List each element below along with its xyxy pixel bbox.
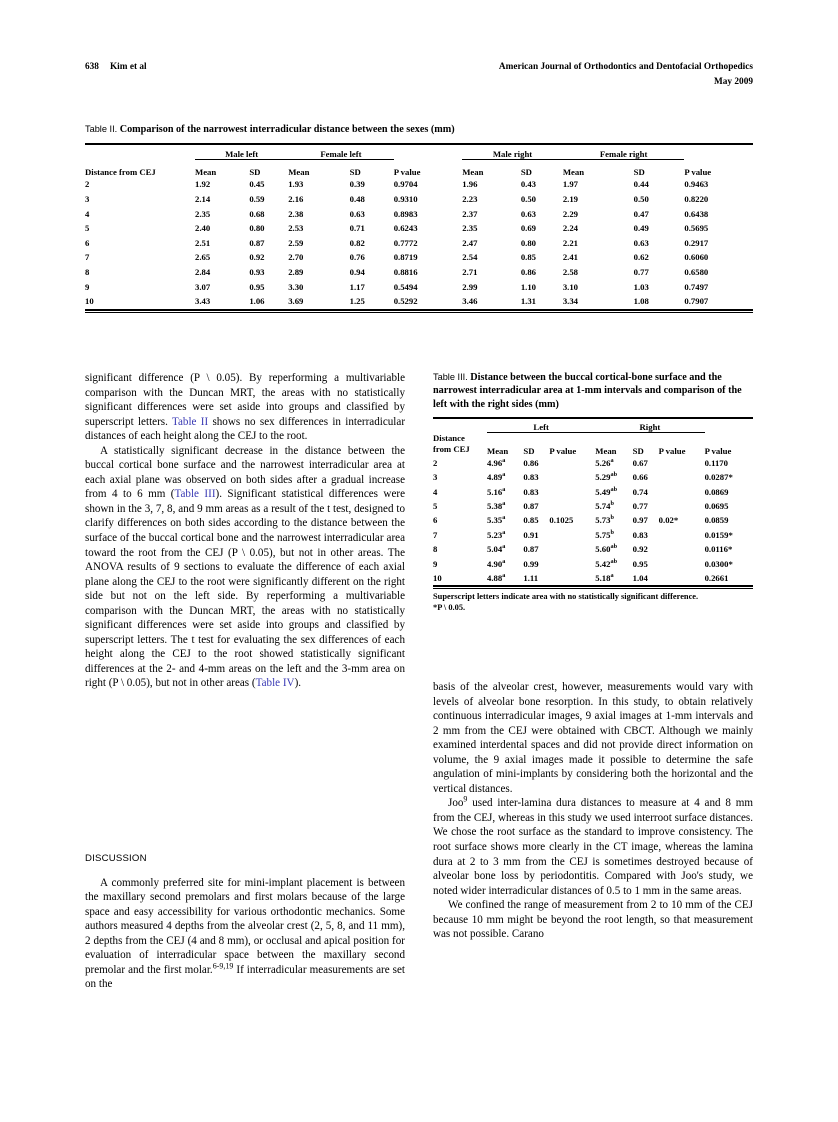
column-header-distance <box>433 433 487 456</box>
column-header-right-pvalue: P value <box>658 445 686 456</box>
column-header-male-left-mean: Mean <box>195 167 217 178</box>
superscript-group-letter: a <box>502 514 506 522</box>
column-header-female-right-sd: SD <box>633 167 645 178</box>
cell-right-mean: 5.26$^a$ <box>595 456 614 468</box>
cell-left-sd: 0.85 <box>523 515 539 526</box>
spacer-cell <box>85 144 195 160</box>
cell-value: 2.89 <box>288 266 304 277</box>
column-header-right-sd: SD <box>632 445 644 456</box>
para-text-mid: ). Significant statistical differences were shown in the 3, 7, 8, and 9 mm areas as a result of the t test, designed to clarify differences on both sides according to the distance between the surface of the buccal cortical bone and the narrowest interradicular area toward the root from the CEJ (P \ 0.05), but not in other areas. The ANOVA results of 9 sections to evaluate the difference of each axial plane along the CEJ to the root were significantly different on the right side but not on the left side. By reperforming a multivariable comparison with the Duncan MRT, the areas with no statistically significant differences were set aside into groups and classified by superscript letters. The t test for evaluating the sex differences of each height along the CEJ to the root showed statistically significant differences at the 2- and 4-mm areas on the left and the 3-mm area on right (P \ 0.05), but not in other areas ( <box>85 488 405 690</box>
cell-left-sd: 0.83 <box>523 472 539 483</box>
cell-distance: 3 <box>85 194 90 204</box>
left-column-lower <box>85 852 405 992</box>
cell-value: 0.92 <box>249 252 265 263</box>
table-2-head <box>85 144 753 177</box>
cell-overall-pvalue: 0.0300* <box>704 558 733 569</box>
cell-right-pvalue <box>659 528 705 542</box>
cell-right-mean: 5.49$^{ab}$ <box>595 485 618 497</box>
cell-value: 2.54 <box>462 252 478 263</box>
table-2-cross-reference[interactable]: Table II <box>171 415 209 428</box>
page-folio: 638 <box>85 62 99 72</box>
table-row <box>85 177 753 192</box>
footnote-superscript-note: Superscript letters indicate area with no statistically significant difference. <box>433 592 699 602</box>
column-header-female-right-mean: Mean <box>562 167 585 178</box>
cell-distance: 4 <box>85 208 90 219</box>
cell-value: 0.93 <box>249 266 265 277</box>
cell-left-sd: 0.99 <box>523 558 539 569</box>
superscript-group-letter: a <box>502 528 506 536</box>
cell-value: 0.87 <box>249 237 265 248</box>
para-text-tail: used inter-lamina dura distances to measure at 4 and 8 mm from the CEJ, whereas in this study we used interroot surface distances. We chose the root surface as the standard to improve consistency. The root surface shows more clearly in the CT image, whereas the lamina dura at 2 to 3 mm from the CEJ is sometimes destroyed because of alveolar bone loss by periodontitis. Compared with Joo's study, we noted wider interradicular distances of 0.5 to 1 mm in the same areas. <box>433 797 753 897</box>
table-3-title: Distance between the buccal cortical-bone surface and the narrowest interradicular area at 1-mm intervals and comparison of the left with the right sides (mm) <box>433 372 742 410</box>
cell-right-mean: 5.18$^a$ <box>595 572 614 583</box>
cell-right-pvalue <box>659 485 705 499</box>
cell-value: 2.40 <box>195 223 211 234</box>
cell-value: 2.99 <box>462 281 478 292</box>
paragraph-right-2 <box>433 796 753 898</box>
cell-value: 0.6580 <box>684 266 709 277</box>
cell-distance: 6 <box>85 237 90 248</box>
cell-left-sd: 0.87 <box>523 544 539 555</box>
cell-overall-pvalue: 0.1170 <box>704 457 728 468</box>
cell-value: 2.71 <box>462 266 478 277</box>
table-row <box>433 513 753 527</box>
cell-right-sd: 0.67 <box>632 457 648 468</box>
cell-value: 2.70 <box>288 252 304 263</box>
cell-right-pvalue <box>659 542 705 556</box>
cell-value: 0.39 <box>349 179 365 190</box>
column-header-distance-line2: from CEJ <box>433 444 470 455</box>
spacer-cell-pvalue-left <box>394 144 463 160</box>
issue-date: May 2009 <box>714 77 753 87</box>
cell-value: 0.5494 <box>393 281 418 292</box>
cell-value: 0.8220 <box>684 194 709 204</box>
cell-overall-pvalue: 0.0859 <box>704 515 729 526</box>
superscript-group-letter: ab <box>610 543 618 551</box>
para-text: A commonly preferred site for mini-implant placement is between the maxillary second premolars and first molars because of the large space and easy accessibility for various orthodontic mechanics. Some authors measured 4 depths from the alveolar crest (2, 5, 8, and 11 mm), 2 depths from the CEJ (4 and 8 mm), or occlusal and apical position for evaluation of interradicular space between the maxillary second premolar and the first molar. <box>85 876 405 976</box>
cell-value: 0.5695 <box>684 223 709 234</box>
superscript-group-letter: a <box>610 572 614 580</box>
column-header-female-left-mean: Mean <box>288 167 310 178</box>
group-header-female-left: Female left <box>288 144 394 160</box>
cell-left-pvalue <box>549 571 595 586</box>
cell-value: 0.86 <box>520 266 537 277</box>
table-2-column-header-row <box>85 160 753 178</box>
running-head-left <box>85 60 147 75</box>
cell-right-sd: 0.74 <box>632 486 648 497</box>
cell-value: 0.94 <box>349 266 365 277</box>
superscript-group-letter: ab <box>610 557 618 565</box>
footnote-pvalue-note: *P \ 0.05. <box>433 602 466 612</box>
cell-value: 2.37 <box>462 208 478 219</box>
cell-value: 2.24 <box>562 223 579 234</box>
table-row <box>85 221 753 236</box>
cell-left-pvalue <box>549 542 595 556</box>
cell-value: 0.47 <box>633 208 649 219</box>
cell-value: 2.41 <box>562 252 579 263</box>
cell-right-mean: 5.74$^b$ <box>595 500 614 511</box>
table-3-group-header-row <box>433 418 753 433</box>
column-header-pvalue-left: P value <box>393 167 421 178</box>
cell-left-mean: 4.96$^a$ <box>487 456 506 468</box>
cell-value: 0.85 <box>520 252 537 263</box>
cell-right-pvalue <box>659 456 705 470</box>
table-2 <box>85 143 753 310</box>
cell-value: 1.03 <box>633 281 649 292</box>
table-2-group-header-row <box>85 144 753 160</box>
table-3-label: Table III. <box>433 372 468 382</box>
cell-left-mean: 5.04$^a$ <box>487 543 506 555</box>
cell-left-pvalue <box>549 528 595 542</box>
cell-distance: 3 <box>433 472 438 483</box>
cell-left-pvalue <box>549 456 595 470</box>
column-header-male-right-mean: Mean <box>462 167 484 178</box>
table-row <box>433 542 753 556</box>
cell-right-pvalue <box>659 557 705 571</box>
cell-value: 0.45 <box>249 179 265 190</box>
cell-value: 0.80 <box>520 237 537 248</box>
cell-left-sd: 0.83 <box>523 486 539 497</box>
superscript-group-letter: a <box>502 543 506 551</box>
table-row <box>85 280 753 295</box>
cell-right-mean: 5.75$^b$ <box>595 528 614 540</box>
cell-value: 1.17 <box>349 281 365 292</box>
cell-value: 0.6243 <box>393 223 418 234</box>
cell-value: 0.8983 <box>393 208 418 219</box>
cell-overall-pvalue: 0.0695 <box>704 500 729 511</box>
cell-value: 0.50 <box>520 194 537 204</box>
cell-value: 0.50 <box>633 194 649 204</box>
cell-value: 0.95 <box>249 281 265 292</box>
cell-value: 2.16 <box>288 194 304 204</box>
right-column-body <box>433 680 753 942</box>
cell-value: 2.38 <box>288 208 304 219</box>
table-row <box>433 485 753 499</box>
superscript-group-letter: a <box>502 557 506 565</box>
cell-value: 0.62 <box>633 252 649 263</box>
table-2-body <box>85 177 753 309</box>
superscript-group-letter: a <box>502 485 506 493</box>
cell-right-sd: 0.97 <box>632 515 648 526</box>
paragraph-right-3: We confined the range of measurement from 2 to 10 mm of the CEJ because 10 mm might be beyond the root length, so that measurement was not possible. Carano <box>433 899 753 941</box>
table-2-label: Table II. <box>85 124 118 134</box>
table-3-caption <box>433 371 753 411</box>
cell-left-pvalue <box>549 499 595 513</box>
cell-left-mean: 4.88$^a$ <box>487 572 506 583</box>
cell-value: 0.9310 <box>393 194 418 204</box>
cell-value: 0.9704 <box>393 179 418 190</box>
cell-value: 0.8719 <box>393 252 418 263</box>
cell-right-pvalue <box>659 499 705 513</box>
column-header-female-left-sd: SD <box>349 167 361 178</box>
cell-left-mean: 5.16$^a$ <box>487 485 506 497</box>
table-3-column-header-row <box>433 433 753 456</box>
superscript-group-letter: b <box>610 514 614 522</box>
section-heading-discussion: DISCUSSION <box>85 853 147 864</box>
column-header-male-left-sd: SD <box>249 167 261 178</box>
cell-overall-pvalue: 0.2661 <box>704 572 729 583</box>
cell-right-mean: 5.42$^{ab}$ <box>595 557 618 569</box>
cell-left-sd: 0.86 <box>523 457 539 468</box>
cell-value: 1.96 <box>462 179 478 190</box>
cell-value: 0.7907 <box>684 296 709 307</box>
column-header-pvalue-right: P value <box>684 167 712 178</box>
cell-right-pvalue <box>659 470 705 484</box>
table-row <box>85 236 753 251</box>
table-row <box>433 499 753 513</box>
cell-value: 1.93 <box>288 179 304 190</box>
group-header-female-right: Female right <box>563 144 685 160</box>
cell-left-pvalue <box>549 485 595 499</box>
table-2-block <box>85 123 753 311</box>
cell-right-mean: 5.73$^b$ <box>595 514 614 526</box>
cell-value: 1.92 <box>195 179 211 190</box>
cell-left-mean: 5.38$^a$ <box>487 500 506 511</box>
cell-value: 1.10 <box>520 281 537 292</box>
cell-value: 3.69 <box>288 296 304 307</box>
cell-distance: 7 <box>433 529 438 540</box>
cell-left-mean: 5.23$^a$ <box>487 528 506 540</box>
cell-right-mean: 5.60$^{ab}$ <box>595 543 618 555</box>
cell-distance: 8 <box>433 544 438 555</box>
cell-value: 0.9463 <box>684 179 709 190</box>
para-text-tail: shows no sex differences in interradicular distances of each height along the CEJ to the root. <box>85 415 406 443</box>
cell-right-sd: 0.66 <box>632 472 648 483</box>
cell-right-sd: 0.92 <box>632 544 648 555</box>
superscript-group-letter: b <box>610 500 614 508</box>
paragraph-right-1: basis of the alveolar crest, however, measurements would vary with levels of alveolar bone resorption. In this study, to obtain relatively continuous interradicular images, 9 axial images at 1-mm intervals and 2 mm from the CEJ were obtained with CBCT. Although we mainly examined interdental spaces and did not provide direct information on volume, the 9 axial images made it possible to determine the safe angulation of mini-implants by considering both the horizontal and the vertical distances. <box>433 681 753 795</box>
citation-superscript[interactable]: 9 <box>463 794 468 804</box>
cell-distance: 2 <box>85 179 90 190</box>
cell-value: 2.53 <box>288 223 304 234</box>
cell-value: 1.31 <box>520 296 537 307</box>
cell-value: 3.34 <box>562 296 579 307</box>
table-3-footnotes <box>433 592 753 613</box>
paragraph-discussion-1 <box>85 876 405 992</box>
para-text: significant difference (P \ 0.05). By reperforming a multivariable comparison with the Duncan MRT, the areas with no statistically significant differences were set aside into groups and classified by superscript letters. <box>85 372 405 428</box>
para-text: Joo <box>448 797 464 810</box>
cell-value: 0.7497 <box>684 281 709 292</box>
cell-value: 2.65 <box>195 252 211 263</box>
cell-value: 0.63 <box>349 208 365 219</box>
cell-distance: 2 <box>433 457 438 468</box>
cell-value: 1.08 <box>633 296 649 307</box>
cell-value: 3.10 <box>562 281 579 292</box>
para-text-tail: If interradicular measurements are set on the <box>85 963 406 991</box>
cell-distance: 6 <box>433 515 438 526</box>
cell-value: 2.47 <box>462 237 478 248</box>
cell-value: 2.14 <box>195 194 211 204</box>
cell-value: 0.82 <box>349 237 365 248</box>
cell-value: 0.6438 <box>684 208 709 219</box>
table-row <box>433 528 753 542</box>
cell-value: 0.44 <box>633 179 649 190</box>
cell-left-sd: 0.91 <box>523 529 539 540</box>
cell-value: 2.84 <box>195 266 211 277</box>
paragraph-statistical-decrease <box>85 444 405 691</box>
cell-left-sd: 1.11 <box>523 572 539 583</box>
running-head-authors: Kim et al <box>109 62 147 72</box>
superscript-group-letter: ab <box>610 471 618 479</box>
cell-value: 0.80 <box>249 223 265 234</box>
column-header-left-sd: SD <box>523 445 535 456</box>
journal-name: American Journal of Orthodontics and Dentofacial Orthopedics <box>498 62 753 72</box>
cell-overall-pvalue: 0.0869 <box>704 486 729 497</box>
cell-distance: 10 <box>85 296 94 307</box>
cell-distance: 7 <box>85 252 90 263</box>
group-header-male-right: Male right <box>462 144 563 160</box>
cell-distance: 9 <box>433 558 438 569</box>
table-4-cross-reference[interactable]: Table IV <box>255 677 295 690</box>
cell-value: 2.51 <box>195 237 211 248</box>
cell-value: 2.19 <box>562 194 579 204</box>
table-3-body <box>433 456 753 587</box>
superscript-group-letter: a <box>502 456 506 464</box>
cell-value: 0.68 <box>249 208 265 219</box>
cell-right-pvalue <box>659 571 705 586</box>
superscript-group-letter: a <box>502 572 506 580</box>
cell-left-pvalue: 0.1025 <box>549 515 574 526</box>
group-header-right: Right <box>595 418 704 433</box>
superscript-group-letter: a <box>502 471 506 479</box>
cell-value: 2.35 <box>462 223 478 234</box>
spacer-cell <box>433 418 487 433</box>
cell-value: 2.58 <box>562 266 579 277</box>
cell-value: 2.59 <box>288 237 304 248</box>
cell-value: 0.7772 <box>393 237 418 248</box>
cell-value: 3.30 <box>288 281 304 292</box>
cell-distance: 4 <box>433 486 438 497</box>
table-3 <box>433 417 753 587</box>
cell-right-sd: 0.77 <box>632 500 648 511</box>
cell-value: 0.63 <box>520 208 537 219</box>
superscript-group-letter: a <box>610 456 614 464</box>
cell-value: 1.25 <box>349 296 365 307</box>
cell-right-sd: 0.95 <box>632 558 648 569</box>
cell-left-mean: 5.35$^a$ <box>487 514 506 526</box>
column-header-distance-line1: Distance <box>433 432 465 443</box>
cell-right-pvalue: 0.02* <box>658 515 679 526</box>
cell-left-mean: 4.89$^a$ <box>487 471 506 483</box>
group-header-left: Left <box>487 418 595 433</box>
para-text: A statistically significant decrease in the distance between the buccal cortical bone surface and the narrowest interradicular area at each axial plane was observed on both sides after a gradual increase from 4 to 6 mm ( <box>85 444 405 501</box>
cell-value: 2.23 <box>462 194 478 204</box>
cell-value: 1.97 <box>562 179 579 190</box>
cell-overall-pvalue: 0.0116* <box>704 544 733 555</box>
running-head <box>85 60 753 90</box>
cell-value: 0.71 <box>349 223 365 234</box>
column-header-distance: Distance from CEJ <box>85 167 156 178</box>
cell-left-mean: 4.90$^a$ <box>487 557 506 569</box>
superscript-group-letter: a <box>502 500 506 508</box>
column-header-left-mean: Mean <box>487 445 509 456</box>
superscript-group-letter: b <box>610 528 614 536</box>
column-header-right-mean: Mean <box>595 445 617 456</box>
cell-distance: 8 <box>85 266 90 277</box>
cell-value: 1.06 <box>249 296 265 307</box>
column-header-overall-pvalue: P value <box>704 445 732 456</box>
table-row <box>433 571 753 586</box>
cell-value: 0.49 <box>633 223 649 234</box>
cell-value: 2.21 <box>562 237 579 248</box>
cell-value: 2.35 <box>195 208 211 219</box>
cell-value: 0.8816 <box>393 266 418 277</box>
table-row <box>85 265 753 280</box>
cell-overall-pvalue: 0.0159* <box>704 529 733 540</box>
table-row <box>85 192 753 207</box>
paragraph-continuation <box>85 371 405 444</box>
table-2-title: Comparison of the narrowest interradicular distance between the sexes (mm) <box>119 124 455 135</box>
cell-value: 3.46 <box>462 296 478 307</box>
cell-value: 0.77 <box>633 266 649 277</box>
group-header-male-left: Male left <box>195 144 288 160</box>
cell-value: 0.63 <box>633 237 649 248</box>
cell-value: 0.76 <box>349 252 365 263</box>
cell-value: 3.43 <box>195 296 211 307</box>
table-3-block <box>433 371 753 614</box>
cell-value: 0.69 <box>520 223 537 234</box>
table-row <box>433 470 753 484</box>
cell-left-pvalue <box>549 470 595 484</box>
spacer-cell-pvalue-right <box>684 144 753 160</box>
cell-right-mean: 5.29$^{ab}$ <box>595 471 618 483</box>
cell-value: 3.07 <box>195 281 211 292</box>
superscript-group-letter: ab <box>610 485 618 493</box>
para-text-tail: ). <box>294 677 302 690</box>
table-3-cross-reference[interactable]: Table III <box>174 488 216 501</box>
cell-value: 0.59 <box>249 194 265 204</box>
cell-distance: 5 <box>433 500 438 511</box>
cell-distance: 10 <box>433 572 442 583</box>
column-header-left-pvalue: P value <box>549 445 577 456</box>
table-row <box>85 294 753 310</box>
cell-value: 0.43 <box>520 179 537 190</box>
cell-value: 0.2917 <box>684 237 709 248</box>
column-header-male-right-sd: SD <box>520 167 532 178</box>
spacer-cell-pvalue <box>705 418 753 433</box>
running-head-right <box>499 60 753 90</box>
table-row <box>85 207 753 222</box>
cell-overall-pvalue: 0.0287* <box>704 472 733 483</box>
cell-right-sd: 1.04 <box>632 572 648 583</box>
table-row <box>433 456 753 470</box>
cell-value: 2.29 <box>562 208 579 219</box>
table-3-head <box>433 418 753 456</box>
cell-value: 0.6060 <box>684 252 709 263</box>
cell-left-pvalue <box>549 557 595 571</box>
cell-right-sd: 0.83 <box>632 529 648 540</box>
cell-value: 0.5292 <box>393 296 418 307</box>
left-column-upper <box>85 371 405 691</box>
cell-distance: 9 <box>85 281 90 292</box>
cell-left-sd: 0.87 <box>523 500 539 511</box>
cell-value: 0.48 <box>349 194 365 204</box>
citation-superscript[interactable]: 6-9,19 <box>212 961 234 971</box>
table-row <box>433 557 753 571</box>
table-2-caption <box>85 123 753 136</box>
cell-distance: 5 <box>85 223 90 234</box>
table-row <box>85 250 753 265</box>
